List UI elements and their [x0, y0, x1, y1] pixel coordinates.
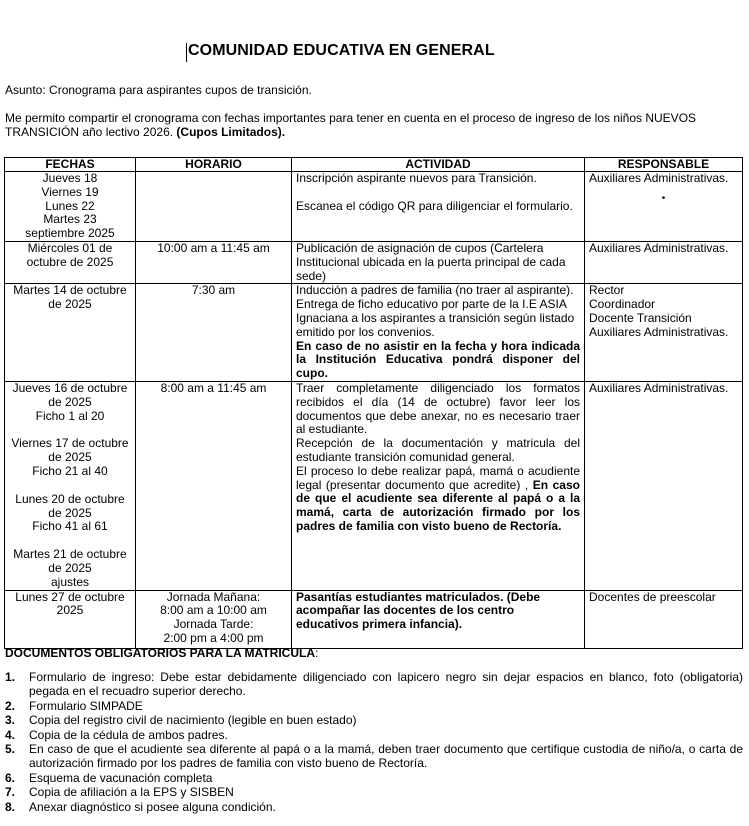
cell-horario: 7:30 am	[136, 284, 292, 382]
cell-responsable: Docentes de preescolar	[585, 590, 743, 648]
table-row	[5, 242, 743, 284]
documents-heading	[5, 646, 318, 660]
page-title: COMUNIDAD EDUCATIVA EN GENERAL	[188, 42, 495, 59]
cell-horario: 10:00 am a 11:45 am	[136, 242, 292, 284]
intro-bold: (Cupos Limitados).	[176, 125, 286, 139]
actividad-mixed	[296, 465, 580, 534]
responsable-line: Docente Transición	[589, 310, 692, 325]
cell-horario	[136, 590, 292, 648]
cell-responsable	[585, 284, 743, 382]
horario-line: Jornada Mañana:	[166, 589, 261, 604]
header-responsable: RESPONSABLE	[585, 158, 743, 172]
cell-fechas: Lunes 27 de octubre 2025	[5, 590, 136, 648]
ficho-line: Ficho 41 al 61	[32, 519, 108, 534]
fecha-line: Lunes 20 de octubre de 2025	[15, 491, 125, 520]
list-text: Copia de la cédula de ambos padres.	[29, 727, 228, 742]
fecha-line: Martes 21 de octubre de 2025	[13, 547, 127, 575]
horario-line: 2:00 pm a 4:00 pm	[163, 630, 264, 645]
cell-responsable: Auxiliares Administrativas.	[585, 381, 743, 590]
text-cursor	[186, 43, 187, 62]
actividad-line: Entrega de ficho educativo por parte de la I.E ASIA Ignaciana a los aspirantes a transición según listado emitido por los convenios.	[296, 297, 575, 339]
ficho-line: Ficho 1 al 20	[35, 408, 105, 423]
list-text: Copia del registro civil de nacimiento (legible en buen estado)	[29, 713, 357, 728]
list-item	[5, 728, 743, 742]
cell-actividad	[292, 381, 585, 590]
actividad-line: Traer completamente diligenciado los formatos recibidos el día (14 de octubre) favor leer los documentos que debe anexar, no es necesario traer al estudiante.	[296, 380, 580, 437]
cell-fechas	[5, 381, 136, 590]
list-text: Formulario de ingreso: Debe estar debidamente diligenciado con lapicero negro sin dejar espacios en blanco, foto (obligatoria) pegada en el recuadro superior derecho.	[29, 670, 743, 699]
list-number: 5.	[5, 742, 16, 757]
intro-paragraph	[5, 111, 740, 139]
list-number: 4.	[5, 727, 16, 742]
fecha-line: Viernes 17 de octubre de 2025	[11, 436, 129, 465]
actividad-bold: En caso de que el acudiente sea diferente al papá o a la mamá, carta de autorización firmado por los padres de familia con visto bueno de Rectoría.	[296, 477, 580, 533]
list-text: Formulario SIMPADE	[29, 698, 143, 713]
list-item	[5, 713, 743, 727]
actividad-line: Inducción a padres de familia (no traer al aspirante).	[296, 283, 574, 298]
ficho-line: ajustes	[50, 574, 90, 589]
list-number: 3.	[5, 713, 16, 728]
cell-actividad	[292, 172, 585, 242]
list-number: 7.	[5, 785, 16, 800]
documents-heading-text: DOCUMENTOS OBLIGATORIOS PARA LA MATRICULA	[5, 646, 315, 660]
cell-horario: 8:00 am a 11:45 am	[136, 381, 292, 590]
cell-actividad	[292, 284, 585, 382]
cell-responsable: Auxiliares Administrativas.	[585, 242, 743, 284]
table-row	[5, 284, 743, 382]
schedule-table	[4, 157, 743, 649]
fecha-line: Lunes 22	[45, 198, 95, 213]
list-number: 8.	[5, 799, 16, 814]
cell-actividad: Pasantías estudiantes matriculados. (Debe acompañar las docentes de los centro educativos primera infancia).	[292, 590, 585, 648]
horario-line: Jornada Tarde:	[173, 617, 254, 632]
cell-horario	[136, 172, 292, 242]
list-number: 1.	[5, 670, 16, 684]
cell-fechas: Martes 14 de octubre de 2025	[5, 284, 136, 382]
header-actividad: ACTIVIDAD	[292, 158, 585, 172]
cell-fechas: Miércoles 01 de octubre de 2025	[5, 242, 136, 284]
actividad-line: Recepción de la documentación y matricula del estudiante transición comunidad general.	[296, 436, 580, 464]
list-text: Esquema de vacunación completa	[29, 770, 213, 785]
table-row	[5, 590, 743, 648]
actividad-normal: El proceso lo debe realizar papá, mamá o acudiente legal (presentar documento que acredite) ,	[296, 463, 580, 492]
list-item	[5, 800, 743, 814]
actividad-bold: En caso de no asistir en la fecha y hora indicada la Institución Educativa pondrá disponer del cupo.	[296, 338, 580, 381]
responsable-line: Auxiliares Administrativas.	[589, 324, 729, 339]
ficho-line: Ficho 21 al 40	[32, 463, 108, 478]
cell-actividad: Publicación de asignación de cupos (Cartelera Institucional ubicada en la puerta principal de cada sede)	[292, 242, 585, 284]
intro-text: Me permito compartir el cronograma con fechas importantes para tener en cuenta en el proceso de ingreso de los niños NUEVOS TRANSICIÓN año lectivo 2026.	[5, 111, 697, 139]
cell-fechas	[5, 172, 136, 242]
fecha-line: septiembre 2025	[25, 226, 115, 241]
actividad-line: Escanea el código QR para diligenciar el formulario.	[296, 198, 573, 213]
header-fechas: FECHAS	[5, 158, 136, 172]
bullet-mark: •	[661, 192, 666, 204]
fecha-line: Jueves 18	[42, 171, 98, 185]
list-item	[5, 670, 743, 699]
responsable-line: Coordinador	[589, 297, 656, 312]
fecha-line: Jueves 16 de octubre de 2025	[12, 380, 128, 409]
horario-line: 8:00 am a 10:00 am	[160, 603, 267, 618]
fecha-line: Viernes 19	[41, 184, 99, 199]
list-number: 6.	[5, 770, 16, 785]
table-row	[5, 381, 743, 590]
list-text: Copia de afiliación a la EPS y SISBEN	[29, 785, 234, 800]
list-item	[5, 771, 743, 785]
list-number: 2.	[5, 698, 16, 713]
list-item	[5, 699, 743, 713]
header-horario: HORARIO	[136, 158, 292, 172]
list-text: Anexar diagnóstico si posee alguna condición.	[29, 799, 276, 814]
responsable-line: Rector	[589, 283, 625, 298]
documents-list	[5, 670, 743, 814]
cell-responsable	[585, 172, 743, 242]
subject-line: Asunto: Cronograma para aspirantes cupos de transición.	[5, 83, 312, 97]
fecha-line: Martes 23	[43, 212, 97, 227]
table-header-row	[5, 158, 743, 172]
list-item	[5, 742, 743, 771]
actividad-line: Inscripción aspirante nuevos para Transición.	[296, 171, 537, 185]
responsable-text: Auxiliares Administrativas.	[589, 171, 729, 185]
list-text: En caso de que el acudiente sea diferente al papá o a la mamá, deben traer documento que certifique custodia de niño/a, o carta de autorización firmado por los padres de familia con visto bueno de Rectoría.	[29, 742, 743, 771]
list-item	[5, 785, 743, 799]
table-row	[5, 172, 743, 242]
documents-heading-colon: :	[315, 646, 319, 660]
